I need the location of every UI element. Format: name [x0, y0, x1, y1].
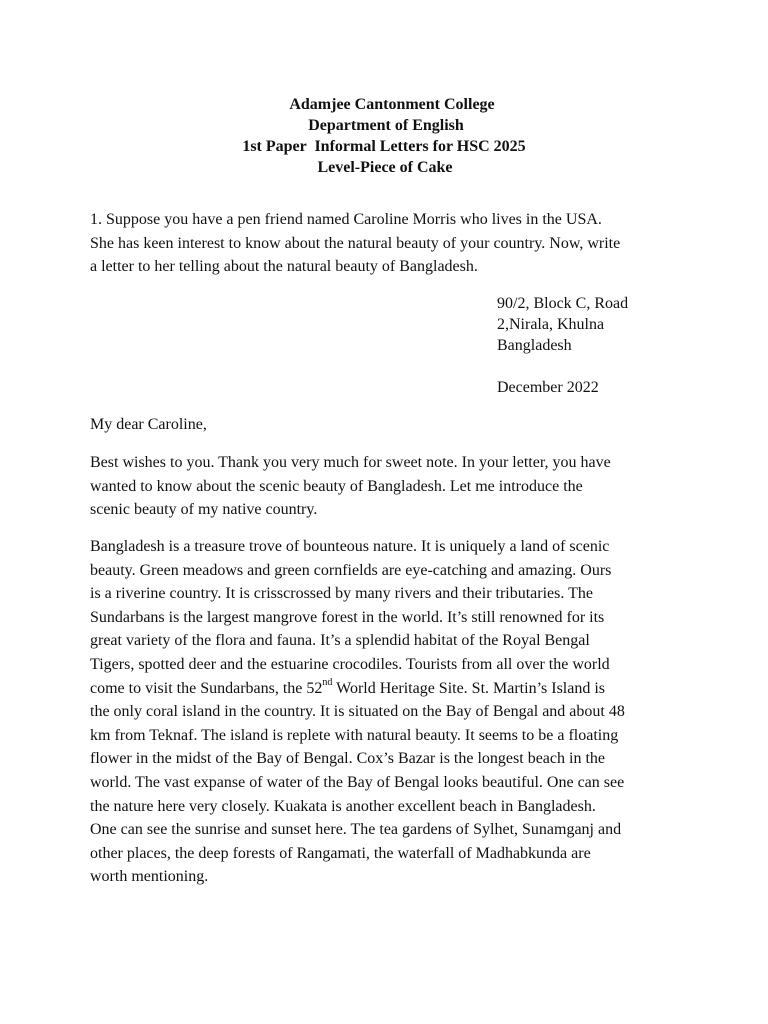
prompt-line: She has keen interest to know about the natural beauty of your country. Now, write: [90, 234, 621, 252]
prompt-line: 1. Suppose you have a pen friend named Caroline Morris who lives in the USA.: [90, 211, 602, 228]
salutation: My dear Caroline,: [90, 416, 207, 433]
paragraph-line: world. The vast expanse of water of the Bay of Bengal looks beautiful. One can see: [90, 773, 625, 791]
paragraph-line: beauty. Green meadows and green cornfields are eye-catching and amazing. Ours: [90, 561, 612, 579]
sender-address: [497, 293, 628, 356]
paragraph-line: worth mentioning.: [90, 868, 209, 886]
paragraph-line: Bangladesh is a treasure trove of bounteous nature. It is uniquely a land of scenic: [90, 538, 610, 555]
paragraph-line: the only coral island in the country. It is situated on the Bay of Bengal and about 48: [90, 703, 625, 721]
paragraph-line: Best wishes to you. Thank you very much for sweet note. In your letter, you have: [90, 454, 611, 471]
ordinal-superscript: nd: [322, 677, 333, 689]
prompt-line: a letter to her telling about the natural beauty of Bangladesh.: [90, 258, 478, 276]
level-title: Level-Piece of Cake: [317, 159, 453, 176]
paragraph-line: is a riverine country. It is crisscrossed by many rivers and their tributaries. The: [90, 585, 593, 603]
line-text: World Heritage Site. St. Martin’s Island is: [332, 679, 606, 697]
address-line: 90/2, Block C, Road: [497, 295, 629, 312]
paragraph-line: scenic beauty of my native country.: [90, 501, 318, 519]
paragraph-line: [90, 677, 690, 701]
address-line: 2,Nirala, Khulna: [497, 316, 605, 333]
question-prompt: [90, 208, 690, 279]
paragraph-line: km from Teknaf. The island is replete with natural beauty. It seems to be a floating: [90, 726, 619, 744]
paragraph-line: great variety of the flora and fauna. It’s a splendid habitat of the Royal Bengal: [90, 632, 590, 650]
paragraph-intro: [90, 451, 690, 522]
department-name: Department of English: [308, 117, 464, 134]
line-text: come to visit the Sundarbans, the 52: [90, 679, 323, 697]
paragraph-line: other places, the deep forests of Rangamati, the waterfall of Madhabkunda are: [90, 844, 591, 862]
paragraph-line: the nature here very closely. Kuakata is another excellent beach in Bangladesh.: [90, 797, 596, 815]
paragraph-line: flower in the midst of the Bay of Bengal. Cox’s Bazar is the longest beach in the: [90, 750, 605, 768]
paragraph-body: [90, 535, 690, 889]
document-header: [0, 94, 768, 178]
paragraph-line: wanted to know about the scenic beauty of Bangladesh. Let me introduce the: [90, 477, 583, 495]
paragraph-line: One can see the sunrise and sunset here. The tea gardens of Sylhet, Sunamganj and: [90, 821, 622, 839]
paragraph-line: Sundarbans is the largest mangrove forest in the world. It’s still renowned for its: [90, 608, 605, 626]
letter-date: December 2022: [497, 379, 599, 396]
address-line: Bangladesh: [497, 337, 572, 354]
paper-title: 1st Paper Informal Letters for HSC 2025: [242, 138, 526, 155]
paragraph-line: Tigers, spotted deer and the estuarine crocodiles. Tourists from all over the world: [90, 655, 610, 673]
college-name: Adamjee Cantonment College: [289, 96, 495, 113]
